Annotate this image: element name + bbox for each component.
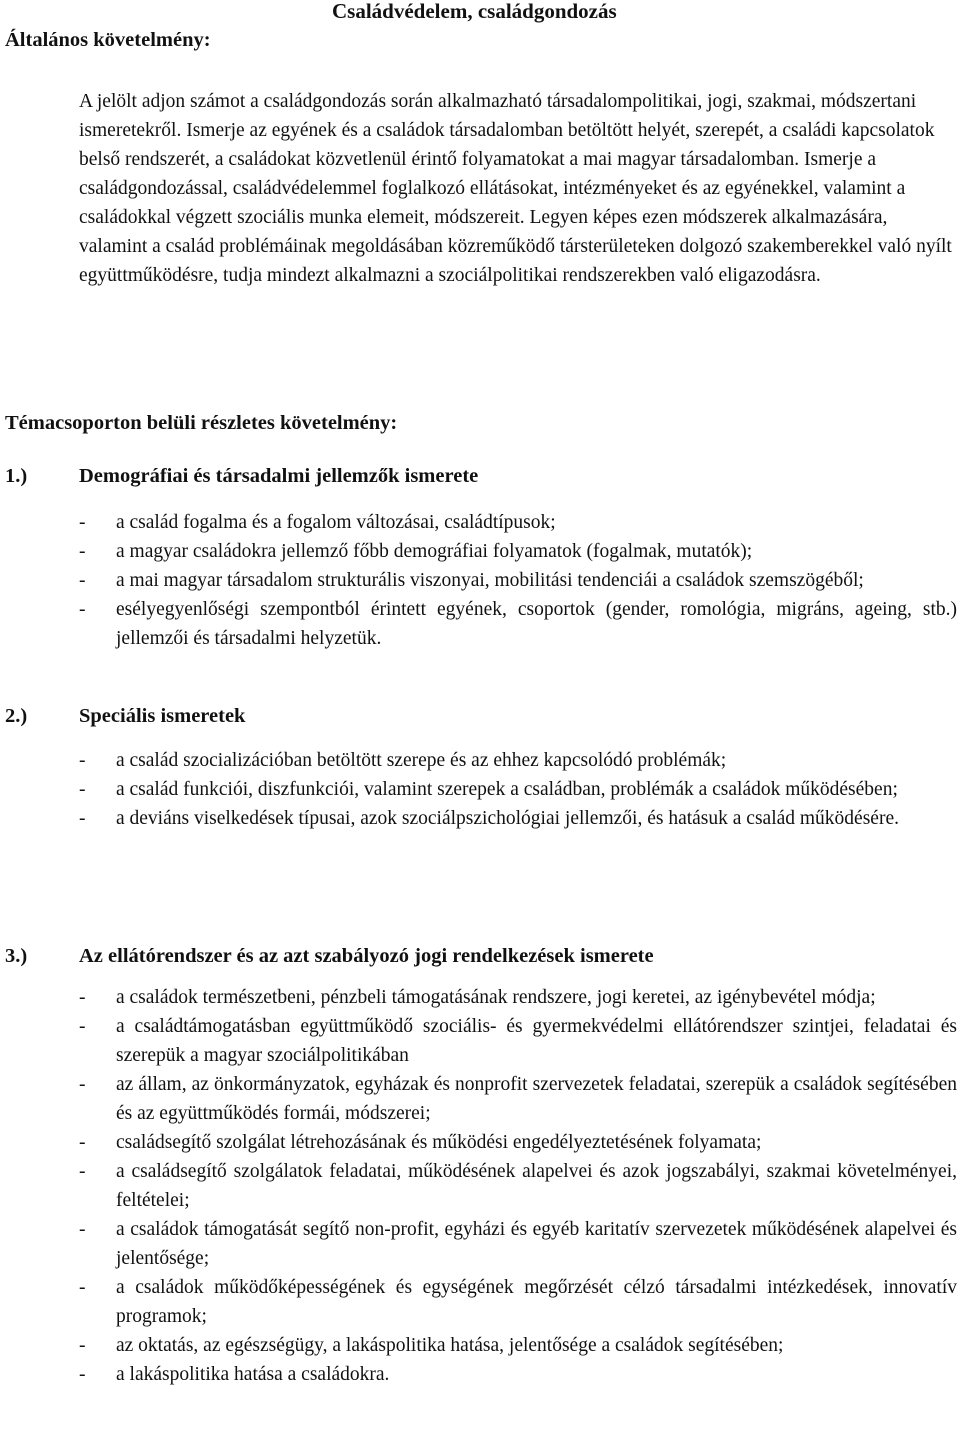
dash-bullet: - (79, 987, 86, 1008)
list-item (5, 775, 957, 804)
topic-title: Az ellátórendszer és az azt szabályozó jogi rendelkezések ismerete (79, 945, 654, 967)
dash-bullet: - (79, 1335, 86, 1356)
list-item-text: esélyegyenlőségi szempontból érintett egyének, csoportok (gender, romológia, migráns, ageing, stb.) jellemzői és társadalmi helyzetük. (116, 599, 957, 649)
list-item (5, 1331, 957, 1360)
list-item (5, 566, 957, 595)
general-requirement-heading: Általános követelmény: (5, 29, 211, 51)
topic-number: 3.) (5, 945, 28, 967)
dash-bullet: - (79, 1132, 86, 1153)
list-item (5, 1215, 957, 1273)
dash-bullet: - (79, 808, 86, 829)
list-item-text: a családok működőképességének és egységének megőrzését célzó társadalmi intézkedések, innovatív programok; (116, 1277, 957, 1327)
topic-item-list (5, 508, 957, 653)
general-requirement-paragraph: A jelölt adjon számot a családgondozás során alkalmazható társadalompolitikai, jogi, szakmai, módszertani ismeretekről. Ismerje az egyének és a családok társadalomban betöltött helyét, szerepét, a családi kapcsolatok belső rendszerét, a családokat közvetlenül érintő folyamatokat a mai magyar társadalomban. Ismerje a családgondozással, családvédelemmel foglalkozó ellátásokat, intézményeket és az egyénekkel, valamint a családokkal végzett szociális munka elemeit, módszereit. Legyen képes ezen módszerek alkalmazására, valamint a család problémáinak megoldásában közreműködő társterületeken dolgozó szakemberekkel való nyílt együttműködésre, tudja mindezt alkalmazni a szociálpolitikai rendszerekben való eligazodásra. (79, 91, 952, 286)
list-item-text: a családok támogatását segítő non-profit, egyházi és egyéb karitatív szervezetek működésének alapelvei és jelentősége; (116, 1219, 957, 1269)
list-item-text: a családsegítő szolgálatok feladatai, működésének alapelvei és azok jogszabályi, szakmai követelményei, feltételei; (116, 1161, 957, 1211)
list-item (5, 1070, 957, 1128)
dash-bullet: - (79, 1016, 86, 1037)
dash-bullet: - (79, 1161, 86, 1182)
topic-title: Speciális ismeretek (79, 705, 246, 727)
list-item-text: a család fogalma és a fogalom változásai, családtípusok; (116, 512, 556, 533)
dash-bullet: - (79, 599, 86, 620)
dash-bullet: - (79, 1277, 86, 1298)
topic-number: 1.) (5, 465, 28, 487)
topic-heading (5, 702, 957, 731)
list-item (5, 537, 957, 566)
list-item-text: a lakáspolitika hatása a családokra. (116, 1364, 390, 1385)
list-item-text: a deviáns viselkedések típusai, azok szociálpszichológiai jellemzői, és hatásuk a család működésére. (116, 808, 899, 829)
dash-bullet: - (79, 541, 86, 562)
topic-number: 2.) (5, 705, 28, 727)
list-item (5, 1128, 957, 1157)
list-item (5, 983, 957, 1012)
list-item (5, 1157, 957, 1215)
topic-2 (5, 702, 957, 833)
topic-1 (5, 462, 957, 653)
dash-bullet: - (79, 750, 86, 771)
dash-bullet: - (79, 1219, 86, 1240)
list-item (5, 1012, 957, 1070)
list-item (5, 746, 957, 775)
topic-3 (5, 942, 957, 1389)
topic-item-list (5, 983, 957, 1389)
list-item (5, 508, 957, 537)
list-item-text: a családok természetbeni, pénzbeli támogatásának rendszere, jogi keretei, az igénybevétel módja; (116, 987, 876, 1008)
topic-item-list (5, 746, 957, 833)
list-item (5, 804, 957, 833)
list-item-text: a mai magyar társadalom strukturális viszonyai, mobilitási tendenciái a családok szemszögéből; (116, 570, 864, 591)
detailed-requirement-heading: Témacsoporton belüli részletes követelmény: (5, 412, 398, 434)
list-item-text: a család szocializációban betöltött szerepe és az ehhez kapcsolódó problémák; (116, 750, 727, 771)
dash-bullet: - (79, 570, 86, 591)
list-item (5, 1360, 957, 1389)
list-item-text: a magyar családokra jellemző főbb demográfiai folyamatok (fogalmak, mutatók); (116, 541, 753, 562)
list-item-text: a családtámogatásban együttműködő szociális- és gyermekvédelmi ellátórendszer szintjei, feladatai és szerepük a magyar szociálpolitikában (116, 1016, 957, 1066)
dash-bullet: - (79, 1364, 86, 1385)
dash-bullet: - (79, 512, 86, 533)
topic-heading (5, 462, 957, 491)
list-item-text: a család funkciói, diszfunkciói, valamint szerepek a családban, problémák a családok működésében; (116, 779, 898, 800)
dash-bullet: - (79, 1074, 86, 1095)
list-item-text: az oktatás, az egészségügy, a lakáspolitika hatása, jelentősége a családok segítésében; (116, 1335, 784, 1356)
list-item (5, 595, 957, 653)
list-item-text: családsegítő szolgálat létrehozásának és működési engedélyeztetésének folyamata; (116, 1132, 762, 1153)
list-item (5, 1273, 957, 1331)
topic-heading (5, 942, 957, 971)
topic-title: Demográfiai és társadalmi jellemzők ismerete (79, 465, 479, 487)
dash-bullet: - (79, 779, 86, 800)
list-item-text: az állam, az önkormányzatok, egyházak és nonprofit szervezetek feladatai, szerepük a családok segítésében és az együttműködés formái, módszerei; (116, 1074, 957, 1124)
document-title: Családvédelem, családgondozás (332, 0, 617, 23)
